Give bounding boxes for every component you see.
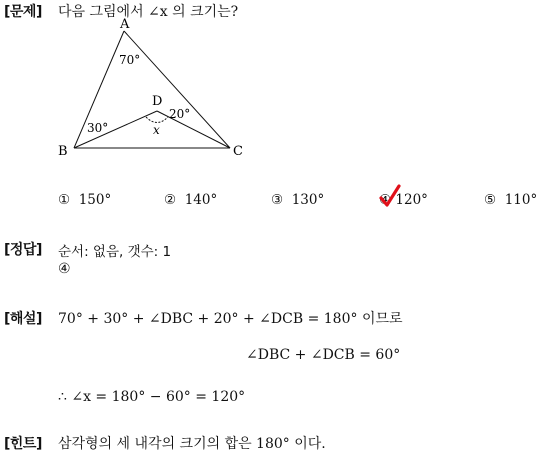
problem-label: [문제] [4,4,42,20]
choice-mark: ④ [379,192,392,208]
angle-b-label: 30° [87,121,109,135]
triangle-figure [54,14,254,164]
answer-meta: 순서: 없음, 갯수: 1 [58,244,172,260]
choice-mark: ③ [271,192,284,208]
choice-3[interactable] [271,192,324,208]
checkmark-icon [379,184,401,208]
side-ac [124,31,230,148]
explanation-label: [해설] [4,311,42,327]
choice-value: 150° [78,192,112,208]
choice-mark: ① [58,192,71,208]
angle-a-label: 70° [119,53,141,67]
segment-dc [157,111,230,148]
answer-value: ④ [58,261,71,277]
hint-label: [힌트] [4,436,42,452]
hint-text: 삼각형의 세 내각의 크기의 합은 180° 이다. [58,436,326,452]
explanation-line-3: ∴ ∠x = 180° − 60° = 120° [58,389,246,405]
choice-value: 140° [184,192,218,208]
angle-x-label: x [153,123,160,137]
answer-label: [정답] [4,242,42,258]
choice-mark: ② [164,192,177,208]
explanation-line-1: 70° + 30° + ∠DBC + 20° + ∠DCB = 180° 이므로 [58,311,403,327]
angle-x-arc [146,117,168,123]
choice-value: 120° [395,192,428,208]
choice-value: 110° [504,192,537,208]
vertex-a: A [120,17,130,32]
vertex-b: B [58,144,68,159]
explanation-line-2: ∠DBC + ∠DCB = 60° [246,347,401,363]
choice-2[interactable] [164,192,217,208]
problem-question: 다음 그림에서 ∠x 의 크기는? [58,4,239,20]
angle-d-label: 20° [169,107,191,121]
choice-mark: ⑤ [484,192,497,208]
vertex-c: C [233,144,243,159]
choice-value: 130° [291,192,325,208]
choice-5[interactable] [484,192,537,208]
choice-1[interactable] [58,192,111,208]
vertex-d: D [152,94,163,109]
